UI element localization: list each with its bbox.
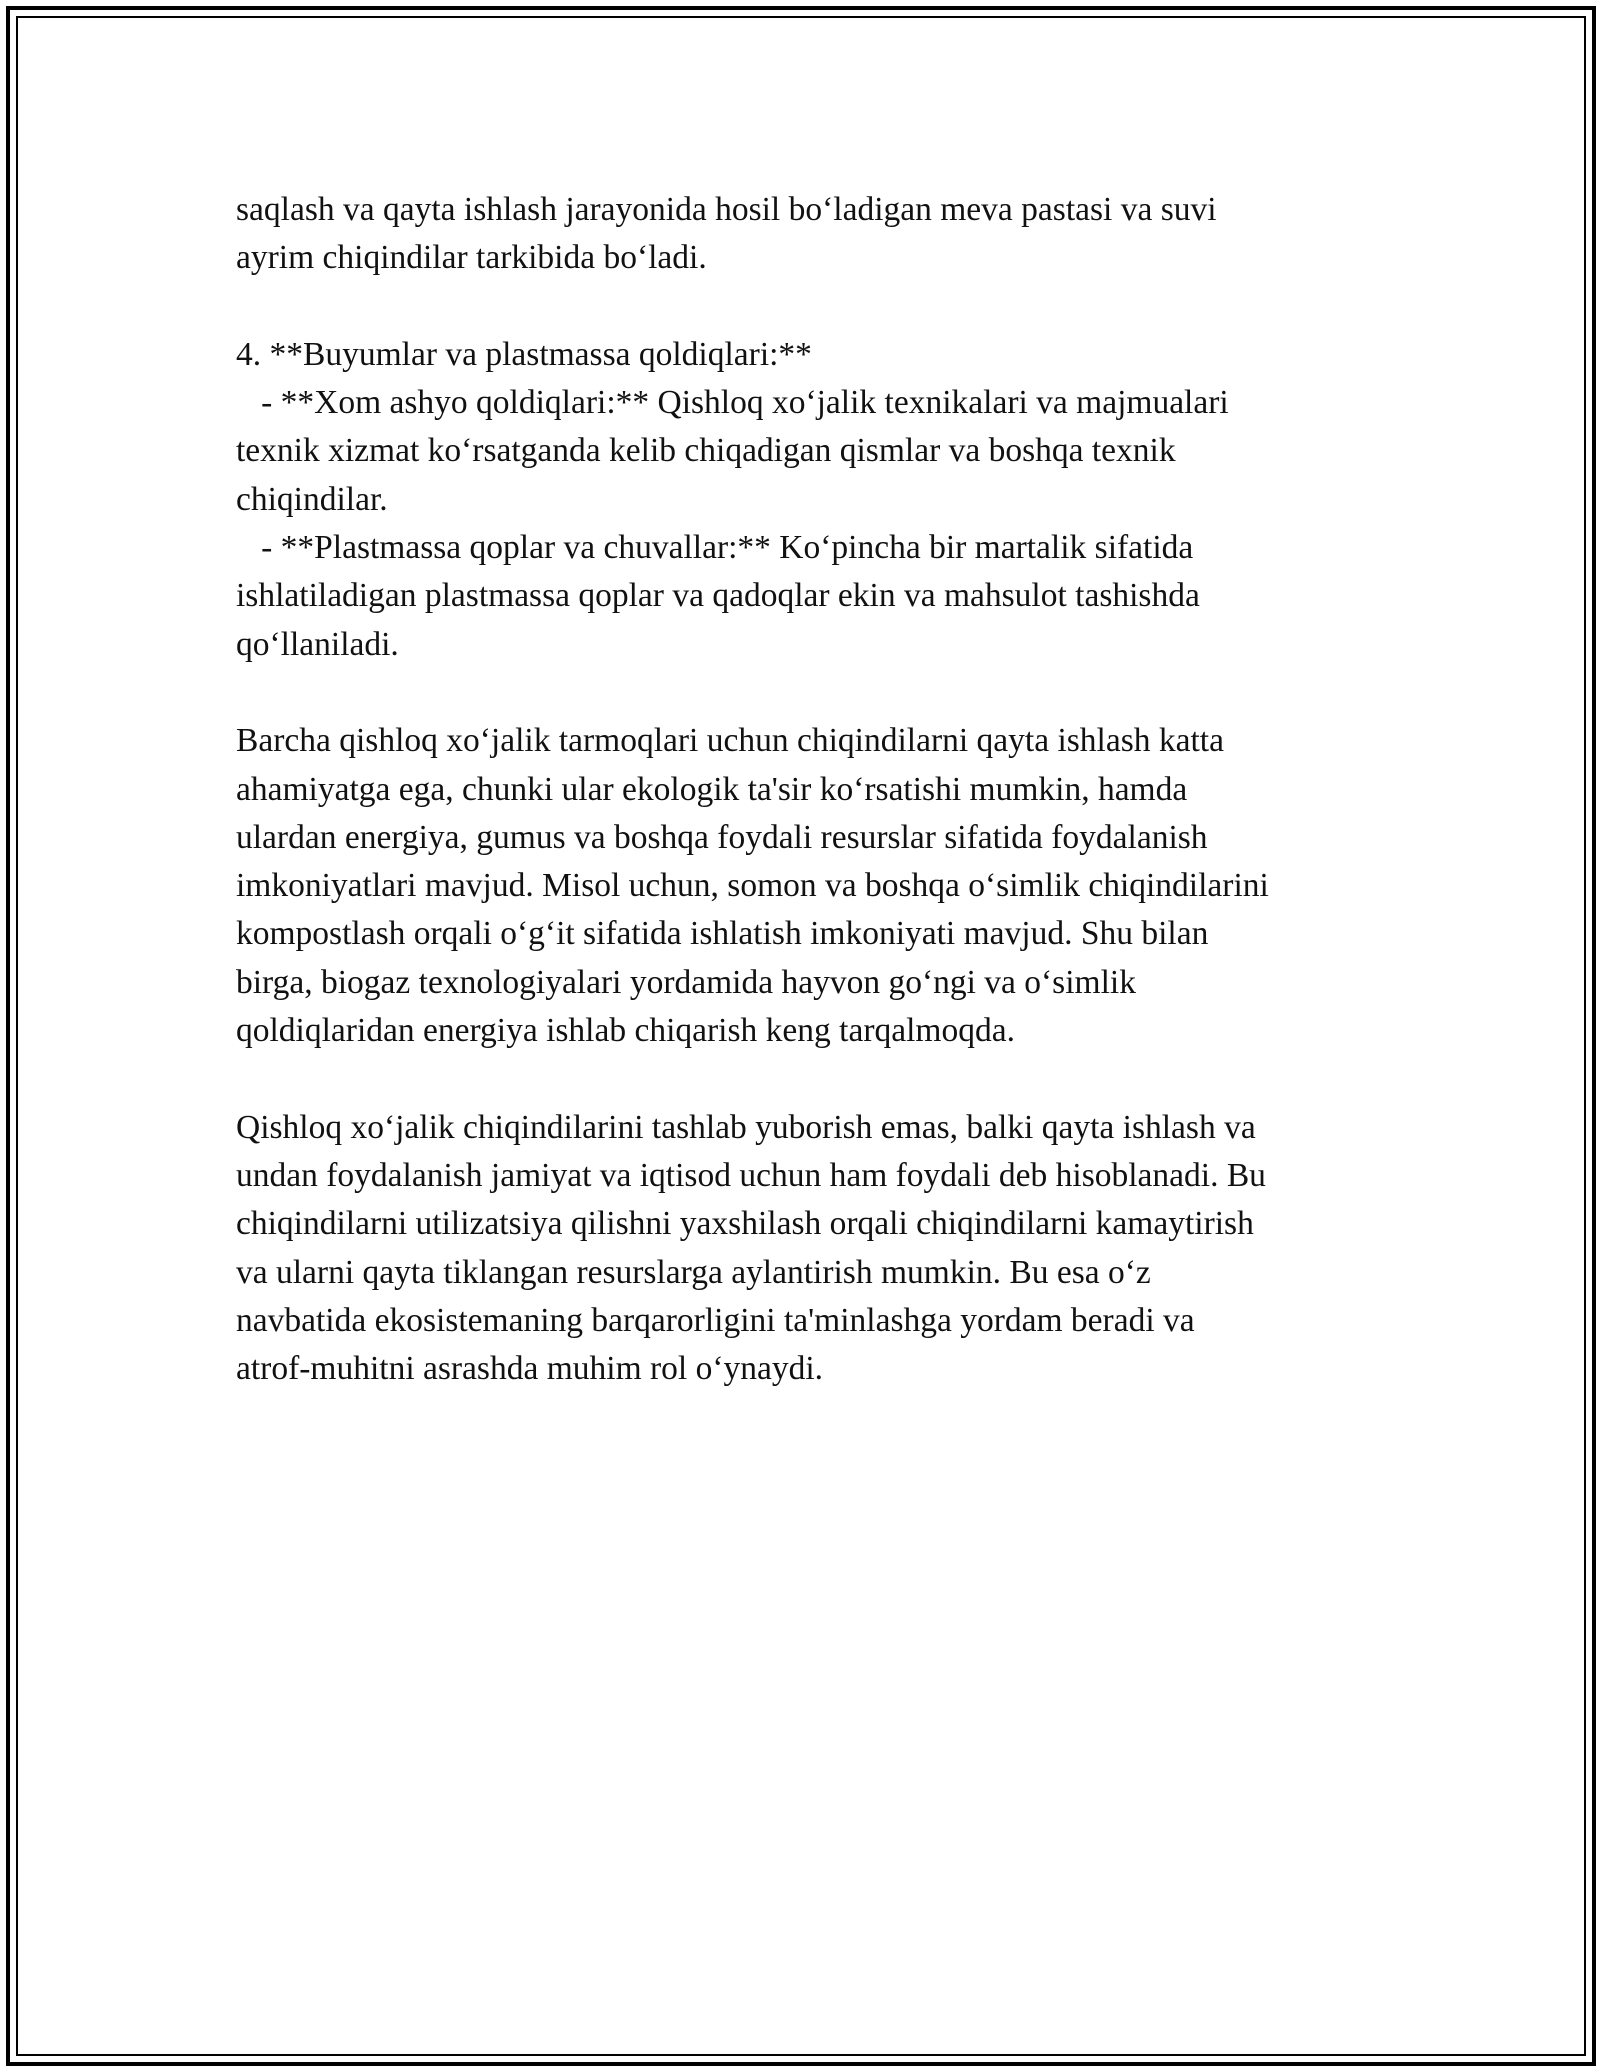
list-item-line: qo‘llaniladi. <box>236 625 399 663</box>
paragraph-line: Qishloq xo‘jalik chiqindilarini tashlab yuborish emas, balki qayta ishlash va <box>236 1108 1256 1146</box>
paragraph-line: imkoniyatlari mavjud. Misol uchun, somon va boshqa o‘simlik chiqindilarini <box>236 867 1269 905</box>
paragraph-line: birga, biogaz texnologiyalari yordamida hayvon go‘ngi va o‘simlik <box>236 963 1136 1001</box>
paragraph-line: qoldiqlaridan energiya ishlab chiqarish keng tarqalmoqda. <box>236 1012 1015 1050</box>
paragraph-line: undan foydalanish jamiyat va iqtisod uchun ham foydali deb hisoblanadi. Bu <box>236 1156 1266 1194</box>
paragraph-line: kompostlash orqali o‘g‘it sifatida ishlatish imkoniyati mavjud. Shu bilan <box>236 915 1209 953</box>
paragraph-line: chiqindilarni utilizatsiya qilishni yaxshilash orqali chiqindilarni kamaytirish <box>236 1205 1254 1243</box>
list-heading: 4. **Buyumlar va plastmassa qoldiqlari:** <box>236 335 812 373</box>
blank-line <box>236 283 1376 331</box>
paragraph-line: atrof-muhitni asrashda muhim rol o‘ynaydi. <box>236 1350 824 1388</box>
text-line: ayrim chiqindilar tarkibida bo‘ladi. <box>236 239 707 277</box>
document-body <box>236 186 1376 1393</box>
list-item-line: texnik xizmat ko‘rsatganda kelib chiqadigan qismlar va boshqa texnik <box>236 432 1176 470</box>
blank-line <box>236 669 1376 717</box>
paragraph-line: ulardan energiya, gumus va boshqa foydali resurslar sifatida foydalanish <box>236 818 1208 856</box>
list-item-line: - **Xom ashyo qoldiqlari:** Qishloq xo‘jalik texnikalari va majmualari <box>236 384 1229 422</box>
list-item-line: ishlatiladigan plastmassa qoplar va qadoqlar ekin va mahsulot tashishda <box>236 577 1200 615</box>
list-item-line: - **Plastmassa qoplar va chuvallar:** Ko‘pincha bir martalik sifatida <box>236 529 1194 567</box>
list-item-line: chiqindilar. <box>236 480 388 518</box>
paragraph-line: navbatida ekosistemaning barqarorligini ta'minlashga yordam beradi va <box>236 1301 1195 1339</box>
text-line: saqlash va qayta ishlash jarayonida hosil bo‘ladigan meva pastasi va suvi <box>236 191 1217 228</box>
paragraph-line: va ularni qayta tiklangan resurslarga aylantirish mumkin. Bu esa o‘z <box>236 1253 1151 1291</box>
blank-line <box>236 1055 1376 1103</box>
paragraph-line: ahamiyatga ega, chunki ular ekologik ta'sir ko‘rsatishi mumkin, hamda <box>236 770 1188 808</box>
paragraph-line: Barcha qishloq xo‘jalik tarmoqlari uchun chiqindilarni qayta ishlash katta <box>236 722 1224 760</box>
